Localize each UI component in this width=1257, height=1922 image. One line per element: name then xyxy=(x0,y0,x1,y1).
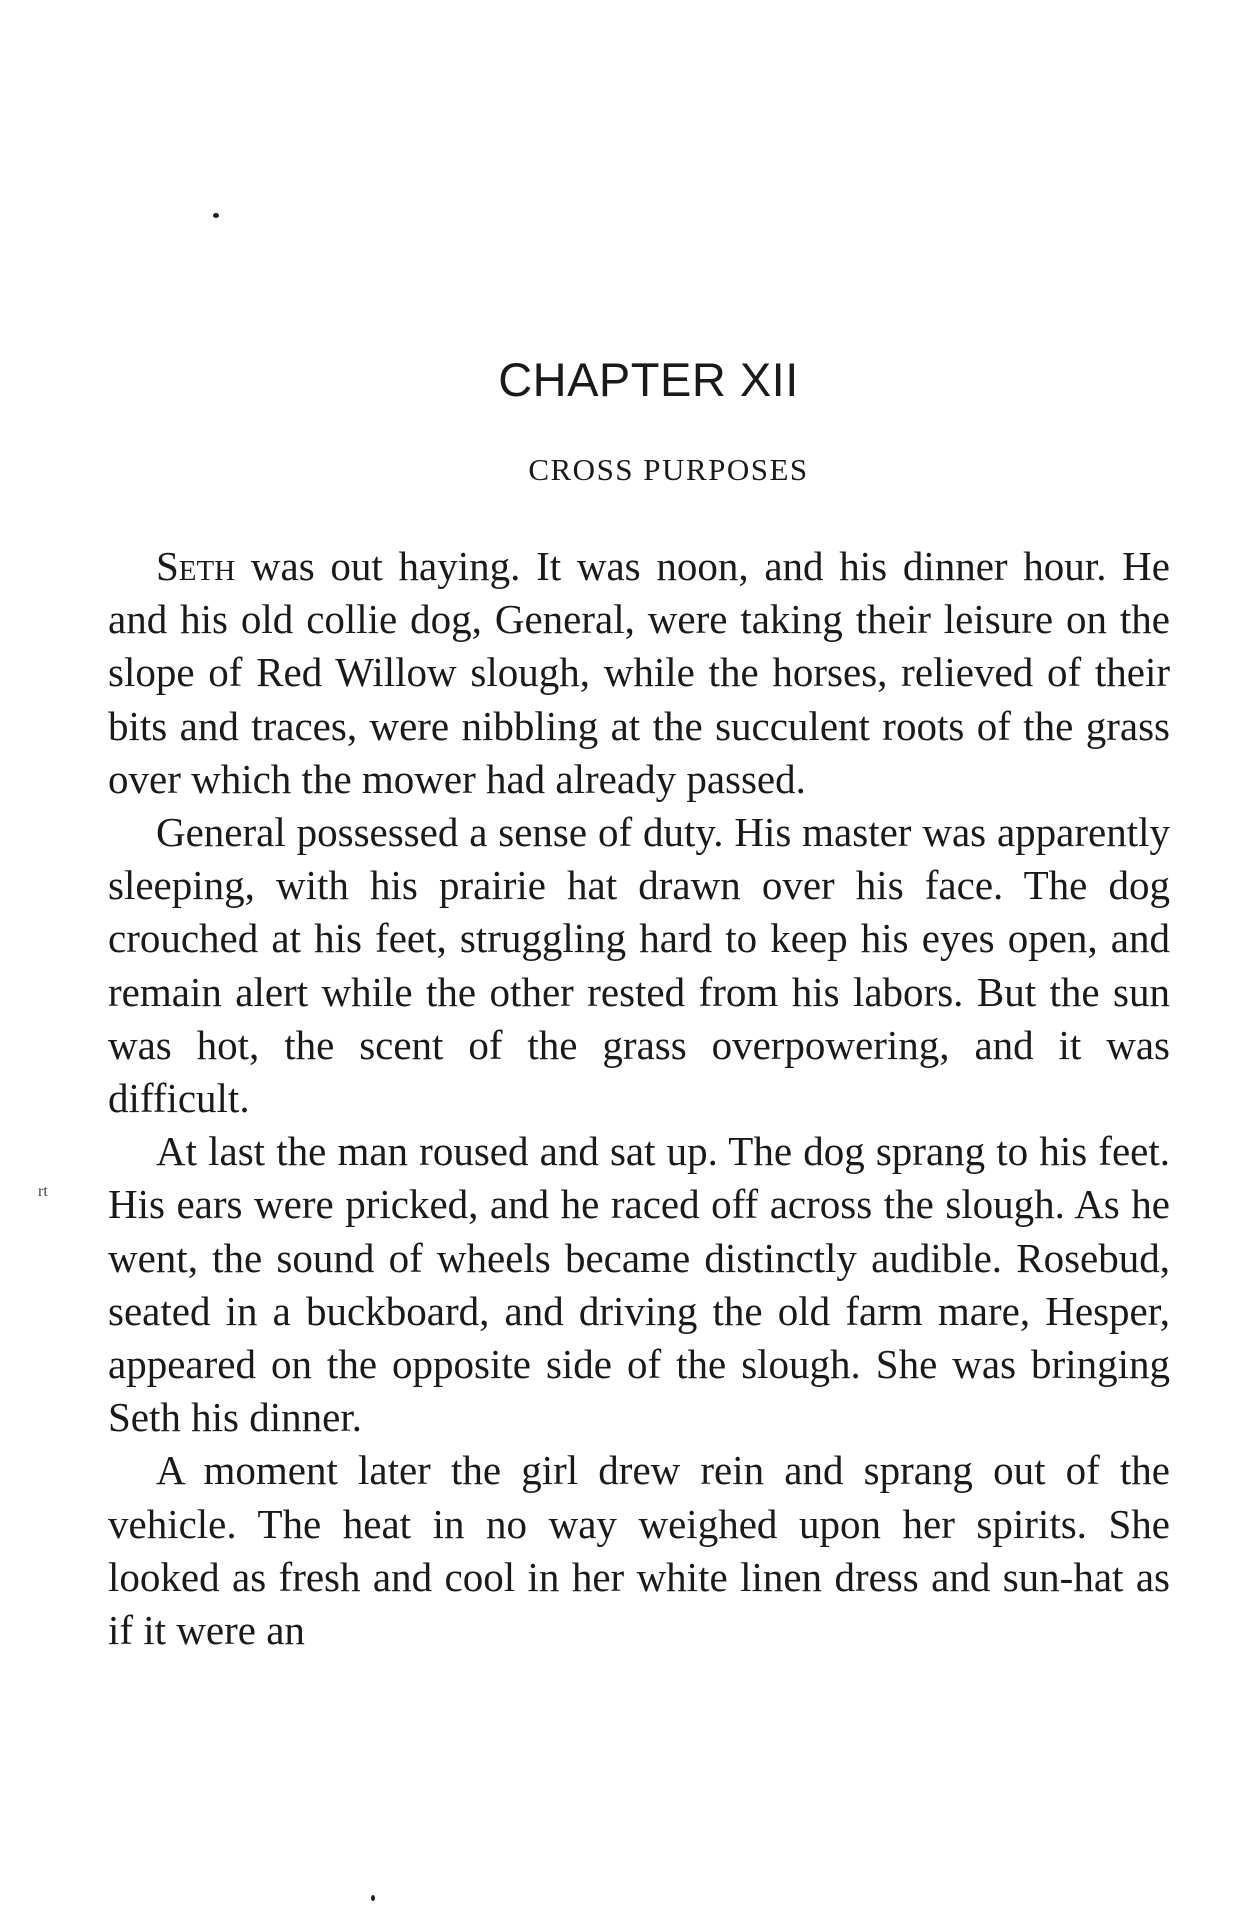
paragraph-1-text: was out haying. It was noon, and his dinner hour. He and his old collie dog, General, were taking their leisure on the slope of Red Willow slough, while the horses, relieved of their bits and traces, were nibbling at the succulent roots of the grass over which the mower had already passed. xyxy=(108,543,1170,802)
paragraph-2: General possessed a sense of duty. His master was apparently sleeping, with his prairie hat drawn over his face. The dog crouched at his feet, struggling hard to keep his eyes open, and remain alert while the other rested from his labors. But the sun was hot, the scent of the grass overpowering, and it was difficult. xyxy=(108,809,1170,1122)
margin-mark: rt xyxy=(38,1183,48,1200)
paragraph-1 xyxy=(108,540,1170,806)
body-text xyxy=(108,540,1170,1657)
chapter-heading: CHAPTER XII xyxy=(498,353,799,406)
paragraph-lead-word: Seth xyxy=(156,543,236,589)
ink-speck-bottom xyxy=(371,1895,375,1901)
chapter-subtitle: CROSS PURPOSES xyxy=(528,452,809,487)
ink-speck-top xyxy=(213,213,219,218)
paragraph-3: At last the man roused and sat up. The dog sprang to his feet. His ears were pricked, and he raced off across the slough. As he went, the sound of wheels became distinctly audible. Rosebud, seated in a buckboard, and driving the old farm mare, Hesper, appeared on the opposite side of the slough. She was bringing Seth his dinner. xyxy=(108,1128,1170,1441)
paragraph-4: A moment later the girl drew rein and sprang out of the vehicle. The heat in no way weighed upon her spirits. She looked as fresh and cool in her white linen dress and sun-hat as if it were an xyxy=(108,1447,1170,1654)
